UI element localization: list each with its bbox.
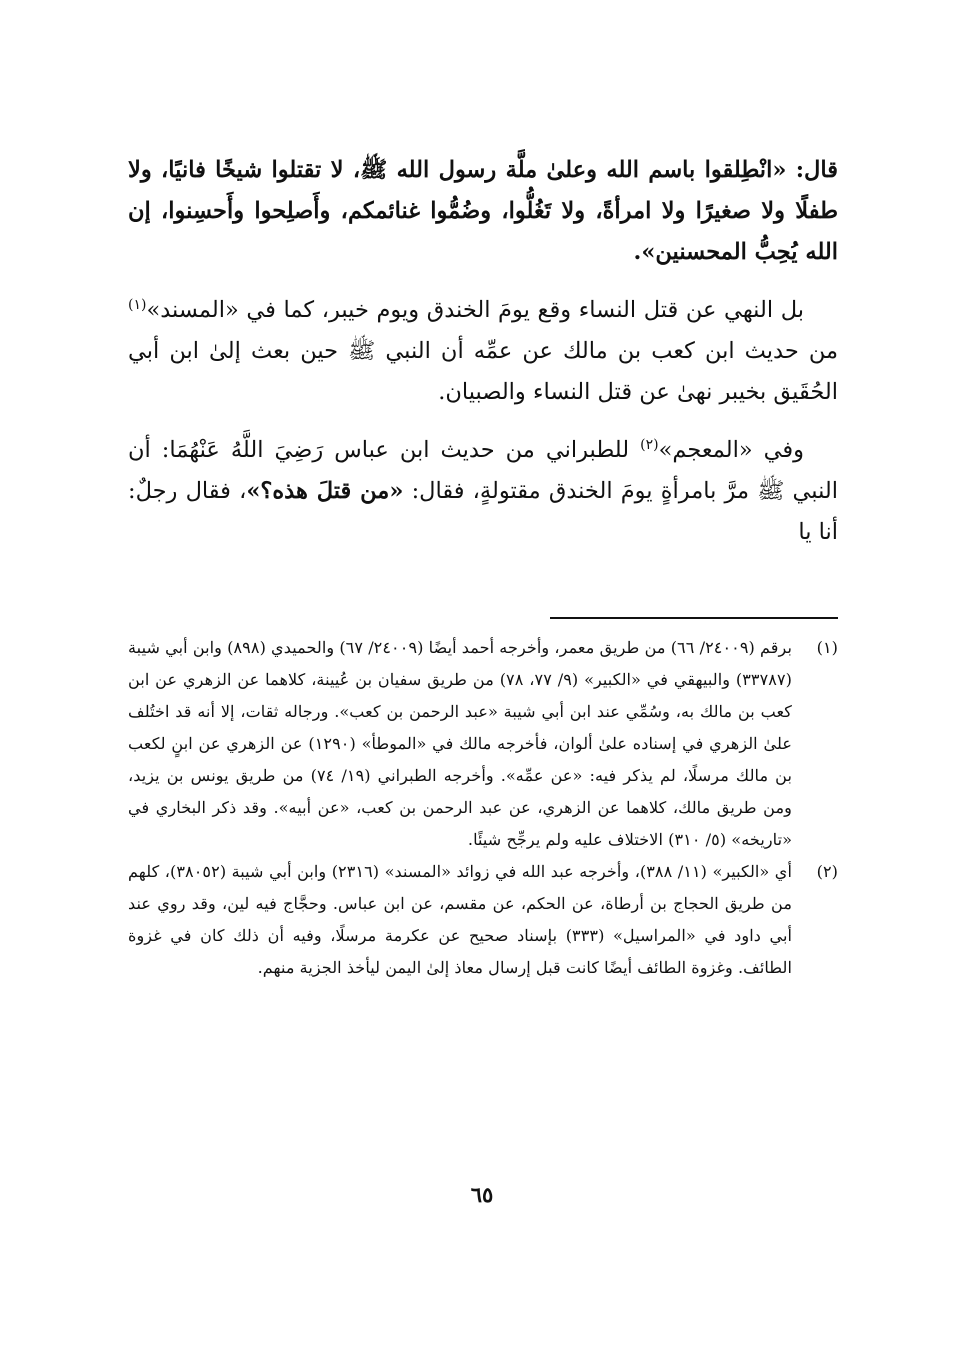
paragraph-3-text-b: للطبراني من حديث ابن عباس رَضِيَ اللَّهُ عَنْهُمَا: أن النبي ﷺ مرَّ بامرأةٍ يومَ الخندق مقتولةٍ، فقال: bbox=[128, 437, 838, 504]
paragraph-2 bbox=[128, 290, 838, 413]
footnote-1-text: برقم (٢٤٠٠٩/ ٦٦) من طريق معمر، وأخرجه أحمد أيضًا (٢٤٠٠٩/ ٦٧) والحميدي (٨٩٨) وابن أبي شيبة (٣٣٧٨٧) والبيهقي في «الكبير» (٩/ ٧٧، ٧٨) من طريق سفيان بن عُيينة، كلاهما عن الزهري عن ابن كعب بن مالك به، وسُمِّي عند ابن أبي شيبة «عبد الرحمن بن كعب». ورجاله ثقات، إلا أنه قد اختُلف علىٰ الزهري في إسناده علىٰ ألوان، فأخرجه مالك في «الموطأ» (١٢٩٠) عن الزهري عن ابنٍ لكعب بن مالك مرسلًا، لم يذكر فيه: «عن عمِّه». وأخرجه الطبراني (١٩/ ٧٤) من طريق يونس بن يزيد، ومن طريق مالك، كلاهما عن الزهري، عن عبد الرحمن بن كعب، «عن أبيه». وقد ذكر البخاري في «تاريخه» (٥/ ٣١٠) الاختلاف عليه ولم يرجِّح شيئًا. bbox=[128, 638, 793, 849]
footnote-1 bbox=[128, 632, 838, 856]
paragraph-1-text: قال: «انْطِلقوا باسم الله وعلىٰ ملَّة رسول الله ﷺ، لا تقتلوا شيخًا فانيًا، ولا طفلًا ولا صغيرًا ولا امرأةً، ولا تَغُلُّوا، وضُمُّوا غنائمكم، وأَصلِحوا وأَحسِنوا، إن الله يُحِبُّ المحسنين». bbox=[128, 157, 838, 265]
footnote-2-text: أي «الكبير» (١١/ ٣٨٨)، وأخرجه عبد الله في زوائد «المسند» (٢٣١٦) وابن أبي شيبة (٣٨٠٥٢)، كلهم من طريق الحجاج بن أرطاة، عن الحكم، عن مقسم، عن ابن عباس. وحجَّاج فيه لين، وقد روي عند أبي داود في «المراسيل» (٣٣٣) بإسناد صحيح عن عكرمة مرسلًا، وفيه أن ذلك كان في غزوة الطائف. وغزوة الطائف أيضًا كانت قبل إرسال معاذ إلىٰ اليمن ليأخذ الجزية منهم. bbox=[128, 862, 792, 977]
footnote-separator bbox=[550, 617, 838, 619]
footnote-ref-2: (٢) bbox=[640, 437, 659, 453]
paragraph-3-text-c: ، فقال رجلٌ: أنا يا bbox=[128, 478, 838, 545]
paragraph-3 bbox=[128, 430, 838, 553]
footnote-ref-1: (١) bbox=[128, 297, 147, 313]
paragraph-1 bbox=[128, 150, 838, 273]
paragraph-3-quote: «من قتلَ هذه؟» bbox=[246, 478, 404, 504]
paragraph-3-text-a: وفي «المعجم» bbox=[658, 437, 805, 463]
paragraph-2-text-b: من حديث ابن كعب بن مالك عن عمِّه أن النبي ﷺ حين بعث إلىٰ ابن أبي الحُقَيق بخيبر نهىٰ عن قتل النساء والصبيان. bbox=[128, 338, 838, 405]
paragraph-2-text-a: بل النهي عن قتل النساء وقع يومَ الخندق ويوم خيبر، كما في «المسند» bbox=[146, 297, 804, 323]
footnote-2 bbox=[128, 856, 838, 984]
page-number: ٦٥ bbox=[470, 1182, 494, 1207]
footnote-1-number: (١) bbox=[816, 638, 838, 657]
page-content bbox=[128, 150, 838, 553]
footnote-2-number: (٢) bbox=[816, 862, 838, 881]
main-text bbox=[128, 150, 838, 553]
footnotes bbox=[128, 632, 838, 984]
